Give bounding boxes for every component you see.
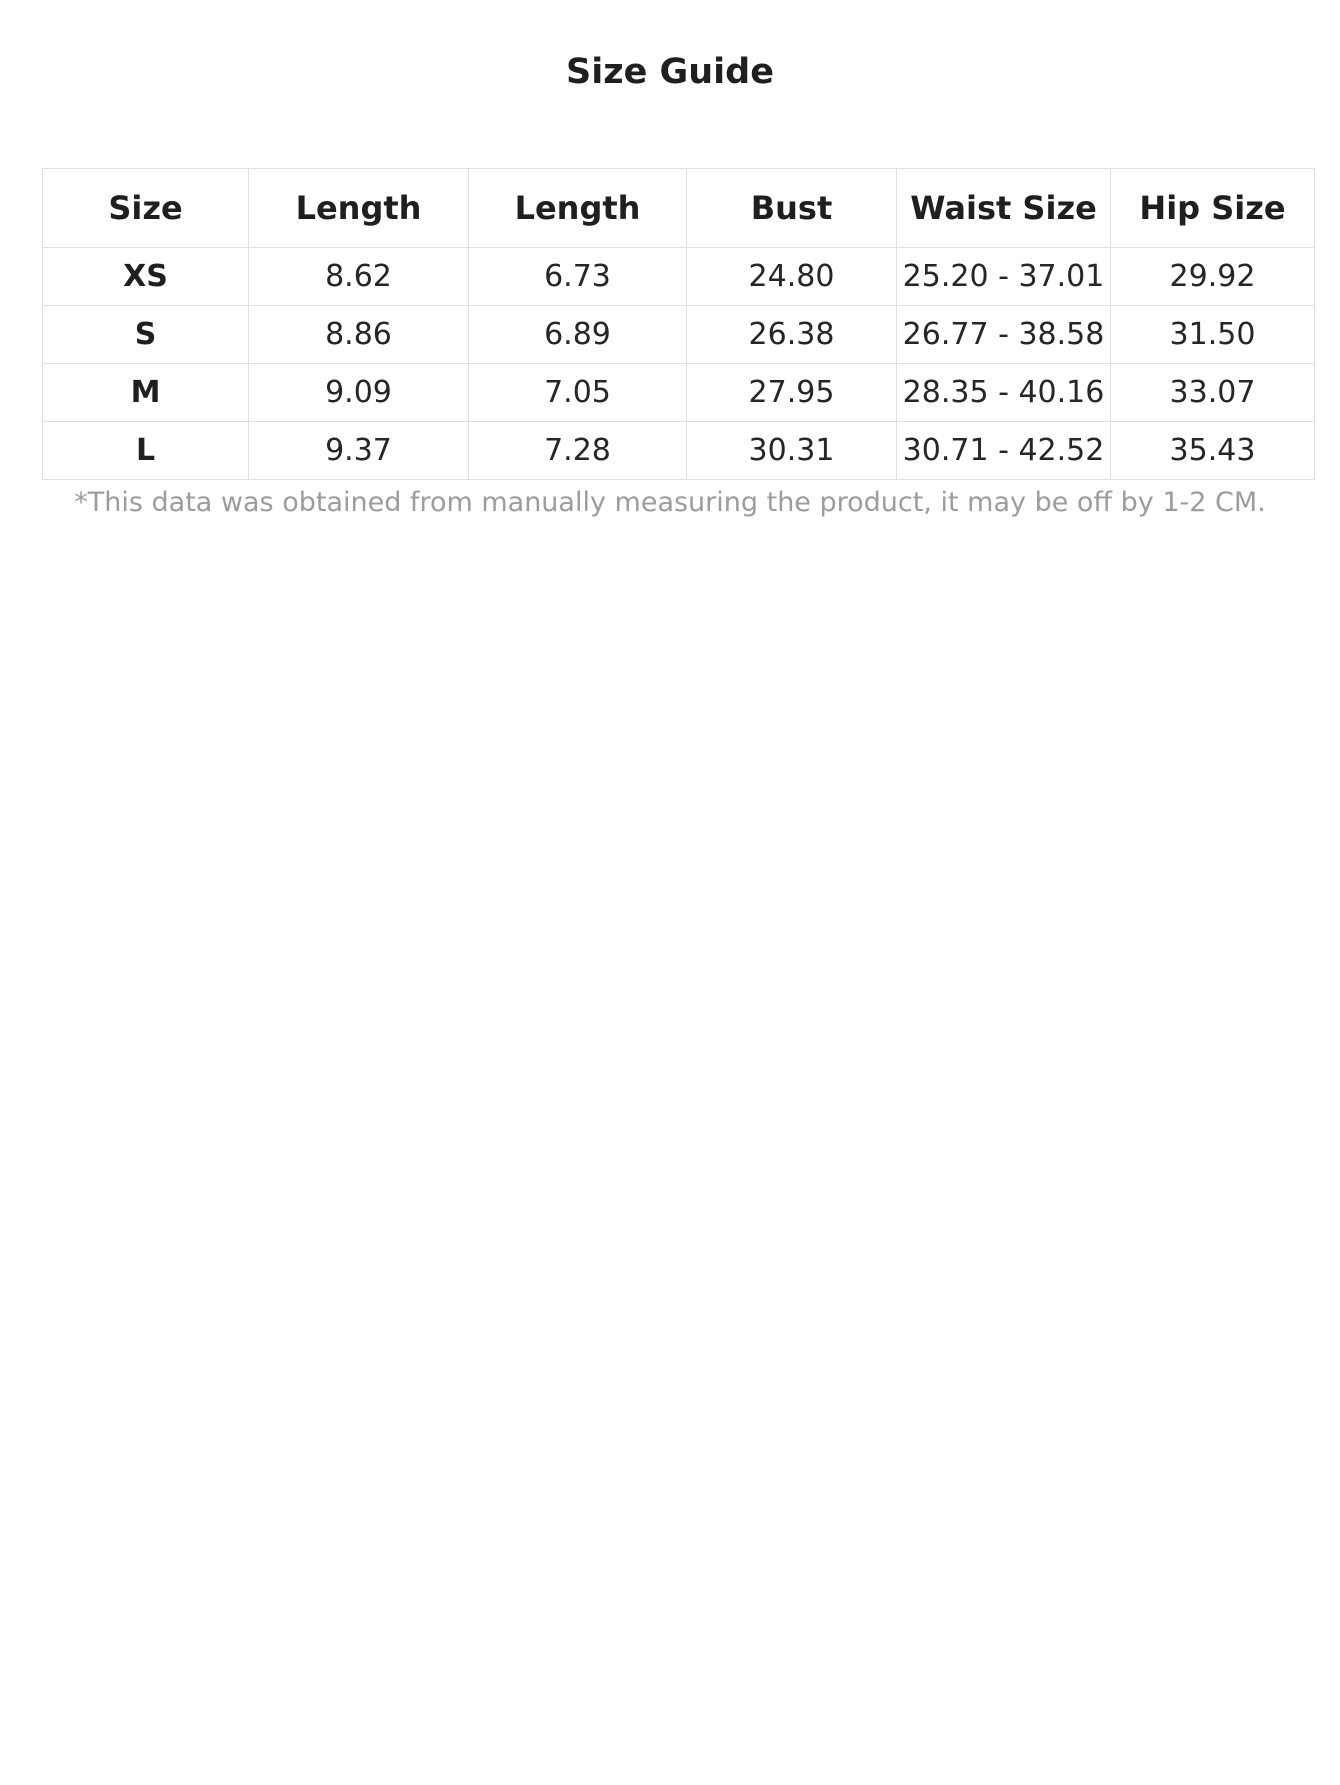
size-cell: M [43, 364, 249, 422]
value-cell-bust: 30.31 [687, 422, 897, 480]
value-cell-length-1: 8.86 [249, 306, 469, 364]
value-cell-length-1: 8.62 [249, 248, 469, 306]
header-row [43, 169, 1315, 248]
value-cell-bust: 26.38 [687, 306, 897, 364]
column-header-size: Size [43, 169, 249, 248]
value-cell-hip: 29.92 [1111, 248, 1315, 306]
table-row-l [43, 422, 1315, 480]
page-title: Size Guide [566, 52, 774, 92]
size-cell: L [43, 422, 249, 480]
size-guide-table [42, 168, 1315, 480]
value-cell-length-2: 7.05 [469, 364, 687, 422]
column-header-hip: Hip Size [1111, 169, 1315, 248]
value-cell-length-2: 6.73 [469, 248, 687, 306]
value-cell-waist: 26.77 - 38.58 [897, 306, 1111, 364]
measurement-disclaimer: *This data was obtained from manually measuring the product, it may be off by 1-2 CM. [74, 487, 1266, 518]
column-header-bust: Bust [687, 169, 897, 248]
column-header-waist: Waist Size [897, 169, 1111, 248]
value-cell-waist: 25.20 - 37.01 [897, 248, 1111, 306]
value-cell-length-1: 9.09 [249, 364, 469, 422]
column-header-length-2: Length [469, 169, 687, 248]
value-cell-length-2: 7.28 [469, 422, 687, 480]
table-row-s [43, 306, 1315, 364]
value-cell-waist: 30.71 - 42.52 [897, 422, 1111, 480]
value-cell-hip: 31.50 [1111, 306, 1315, 364]
value-cell-bust: 27.95 [687, 364, 897, 422]
value-cell-length-2: 6.89 [469, 306, 687, 364]
value-cell-bust: 24.80 [687, 248, 897, 306]
table-row-xs [43, 248, 1315, 306]
size-cell: XS [43, 248, 249, 306]
value-cell-waist: 28.35 - 40.16 [897, 364, 1111, 422]
size-cell: S [43, 306, 249, 364]
table-row-m [43, 364, 1315, 422]
column-header-length-1: Length [249, 169, 469, 248]
value-cell-length-1: 9.37 [249, 422, 469, 480]
value-cell-hip: 33.07 [1111, 364, 1315, 422]
value-cell-hip: 35.43 [1111, 422, 1315, 480]
